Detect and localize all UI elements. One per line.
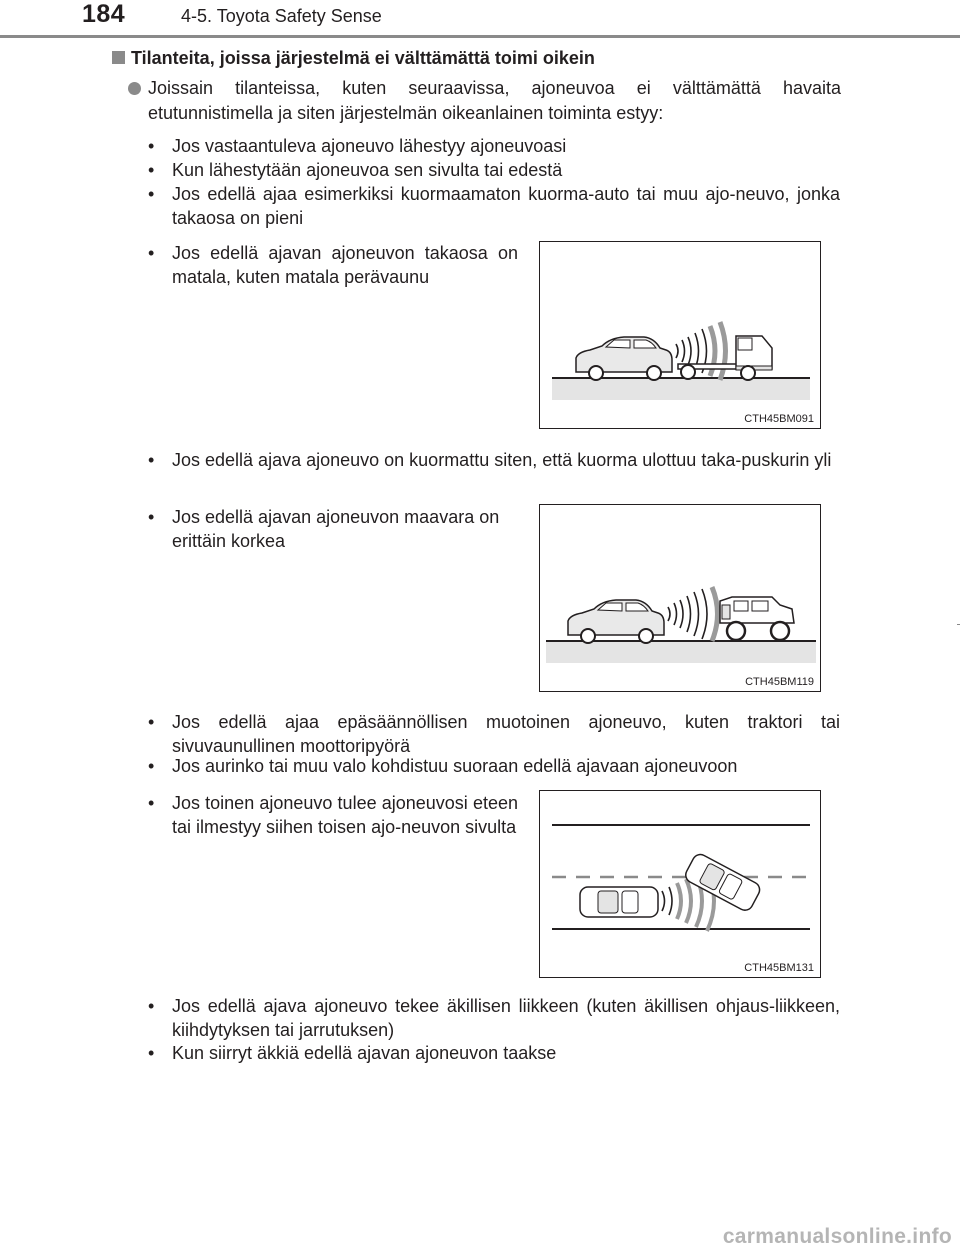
figure-caption: CTH45BM131 bbox=[744, 962, 814, 974]
round-bullet-icon bbox=[128, 82, 141, 95]
subsection-heading bbox=[112, 48, 595, 69]
header-divider bbox=[0, 35, 960, 38]
list-item: • Jos edellä ajava ajoneuvo on kuormattu siten, että kuorma ulottuu taka-puskurin yli bbox=[148, 450, 832, 470]
intro-text: Joissain tilanteissa, kuten seuraavissa, ajoneuvoa ei välttämättä havaita etutunnistimella ja siten järjestelmän oikeanlainen toiminta estyy: bbox=[148, 78, 841, 123]
figure-high-clearance bbox=[539, 504, 821, 692]
list-item: • Jos vastaantuleva ajoneuvo lähestyy ajoneuvoasi bbox=[148, 136, 567, 156]
figure-low-trailer bbox=[539, 241, 821, 429]
heading-text: Tilanteita, joissa järjestelmä ei välttämättä toimi oikein bbox=[131, 48, 595, 68]
list-item: • Jos edellä ajavan ajoneuvon takaosa on matala, kuten matala perävaunu bbox=[148, 243, 518, 287]
square-bullet-icon bbox=[112, 51, 125, 64]
low-trailer-illustration bbox=[540, 242, 820, 428]
list-item: • Kun lähestytään ajoneuvoa sen sivulta tai edestä bbox=[148, 160, 563, 180]
list-item: • Jos toinen ajoneuvo tulee ajoneuvosi eteen tai ilmestyy siihen toisen ajo-neuvon sivulta bbox=[148, 793, 518, 837]
watermark: carmanualsonline.info bbox=[722, 1225, 952, 1248]
high-clearance-illustration bbox=[540, 505, 820, 691]
figure-cut-in bbox=[539, 790, 821, 978]
intro-paragraph bbox=[128, 76, 841, 126]
page-number: 184 bbox=[82, 0, 126, 28]
list-item: • Jos edellä ajaa epäsäännöllisen muotoinen ajoneuvo, kuten traktori tai sivuvaunullinen moottoripyörä bbox=[148, 712, 840, 756]
list-item: • Kun siirryt äkkiä edellä ajavan ajoneuvon taakse bbox=[148, 1043, 557, 1063]
figure-caption: CTH45BM091 bbox=[744, 413, 814, 425]
list-item: • Jos aurinko tai muu valo kohdistuu suoraan edellä ajavaan ajoneuvoon bbox=[148, 756, 738, 776]
list-item: • Jos edellä ajaa esimerkiksi kuormaamaton kuorma-auto tai muu ajo-neuvo, jonka takaosa on pieni bbox=[148, 184, 840, 228]
list-item: • Jos edellä ajava ajoneuvo tekee äkillisen liikkeen (kuten äkillisen ohjaus-liikkeen, kiihdytyksen tai jarrutuksen) bbox=[148, 996, 840, 1040]
figure-caption: CTH45BM119 bbox=[745, 676, 814, 688]
cut-in-illustration bbox=[540, 791, 820, 977]
list-item: • Jos edellä ajavan ajoneuvon maavara on erittäin korkea bbox=[148, 507, 500, 551]
section-title: 4-5. Toyota Safety Sense bbox=[181, 6, 382, 26]
